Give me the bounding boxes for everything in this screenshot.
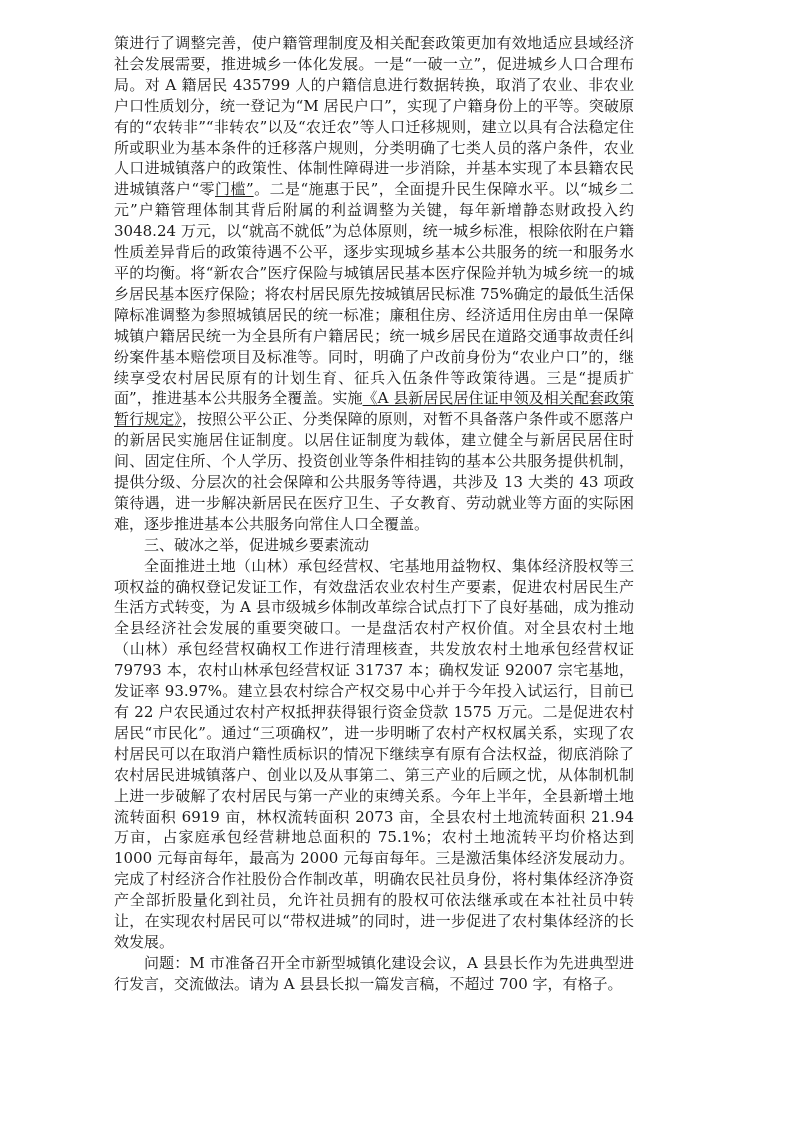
question-prompt: 问题：M 市准备召开全市新型城镇化建设会议，A 县县长作为先进典型进行发言，交流做法。请为 A 县县长拟一篇发言稿，不超过 700 字，有格子。 [114,953,634,993]
divider-line [560,430,632,431]
paragraph-household-registration [114,33,634,535]
section-heading: 三、破冰之举，促进城乡要素流动 [144,535,370,554]
paragraph-text: 。二是“施惠于民”，全面提升民生保障水平。以“城乡二元”户籍管理体制其背后附属的利益调整为关键，每年新增静态财政投入约 3048.24 万元，以“就高不就低”为总体原则，统一城乡标准，根除依附在户籍性质差异背后的政策待遇不公平，逐步实现城乡基本公共服务的统一和服务水平的均衡。将“新农合”医疗保险与城镇居民基本医疗保险并轨为城乡统一的城乡居民基本医疗保险；将农村居民原先按城镇居民标准 75%确定的最低生活保障标准调整为参照城镇居民的统一标准；廉租住房、经济适用住房由单一保障城镇户籍居民统一为全县所有户籍居民；统一城乡居民在道路交通事故责任纠纷案件基本赔偿项目及标准等。同时，明确了户改前身份为“农业户口”的，继续享受农村居民原有的计划生育、征兵入伍条件等政策待遇。三是“提质扩面”，推进基本公共服务全覆盖。实施 [114,180,634,408]
underlined-text: 门槛” [215,180,254,199]
underlined-regulation-title: 《A 县新居民居住证申领及相关配套政策暂行规定》 [114,389,634,429]
paragraph-text: ，按照公平公正、分类保障的原则，对暂不具备落户条件或不愿落户的新居民实施居住证制度。以居住证制度为载体，建立健全与新居民居住时间、固定住所、个人学历、投资创业等条件相挂钩的基本公共服务提供机制，提供分级、分层次的社会保障和公共服务等待遇，共涉及 13 大类的 43 项政策待遇，进一步解决新居民在医疗卫生、子女教育、劳动就业等方面的实际困难，逐步推进基本公共服务向常住人口全覆盖。 [114,410,634,533]
paragraph-factor-flow: 全面推进土地（山林）承包经营权、宅基地用益物权、集体经济股权等三项权益的确权登记发证工作，有效盘活农业农村生产要素，促进农村居民生产生活方式转变，为 A 县市级城乡体制改革综合试点打下了良好基础，成为推动全县经济社会发展的重要突破口。一是盘活农村产权价值。对全县农村土地（山林）承包经营权确权工作进行清理核查，共发放农村土地承包经营权证 79793 本，农村山林承包经营权证 31737 本；确权发证 92007 宗宅基地，发证率 93.97%。建立县农村综合产权交易中心并于今年投入试运行，目前已有 22 户农民通过农村产权抵押获得银行资金贷款 1575 万元。二是促进农村居民“市民化”。通过“三项确权”，进一步明晰了农村产权权属关系，实现了农村居民可以在取消户籍性质标识的情况下继续享有原有合法权益，彻底消除了农村居民进城镇落户、创业以及从事第二、第三产业的后顾之忧，从体制机制上进一步破解了农村居民与第一产业的束缚关系。今年上半年，全县新增土地流转面积 6919 亩，林权流转面积 2073 亩，全县农村土地流转面积 21.94 万亩，占家庭承包经营耕地总面积的 75.1%；农村土地流转平均价格达到 1000 元每亩每年，最高为 2000 元每亩每年。三是激活集体经济发展动力。完成了村经济合作社股份合作制改革，明确农民社员身份，将村集体经济净资产全部折股量化到社员，允许社员拥有的股权可依法继承或在本社社员中转让，在实现农村居民可以“带权进城”的同时，进一步促进了农村集体经济的长效发展。 [114,556,634,951]
paragraph-text: 策进行了调整完善，使户籍管理制度及相关配套政策更加有效地适应县域经济社会发展需要，推进城乡一体化发展。一是“一破一立”，促进城乡人口合理布局。对 A 籍居民 435799 人的户籍信息进行数据转换，取消了农业、非农业户口性质划分，统一登记为“M 居民户口”，实现了户籍身份上的平等。突破原有的“农转非”“非转农”以及“农迁农”等人口迁移规则，建立以具有合法稳定住所或职业为基本条件的迁移落户规则，分类明确了七类人员的落户条件，农业人口进城镇落户的政策性、体制性障碍进一步消除，并基本实现了本县籍农民进城镇落户“零 [114,34,634,199]
document-body [114,33,634,995]
